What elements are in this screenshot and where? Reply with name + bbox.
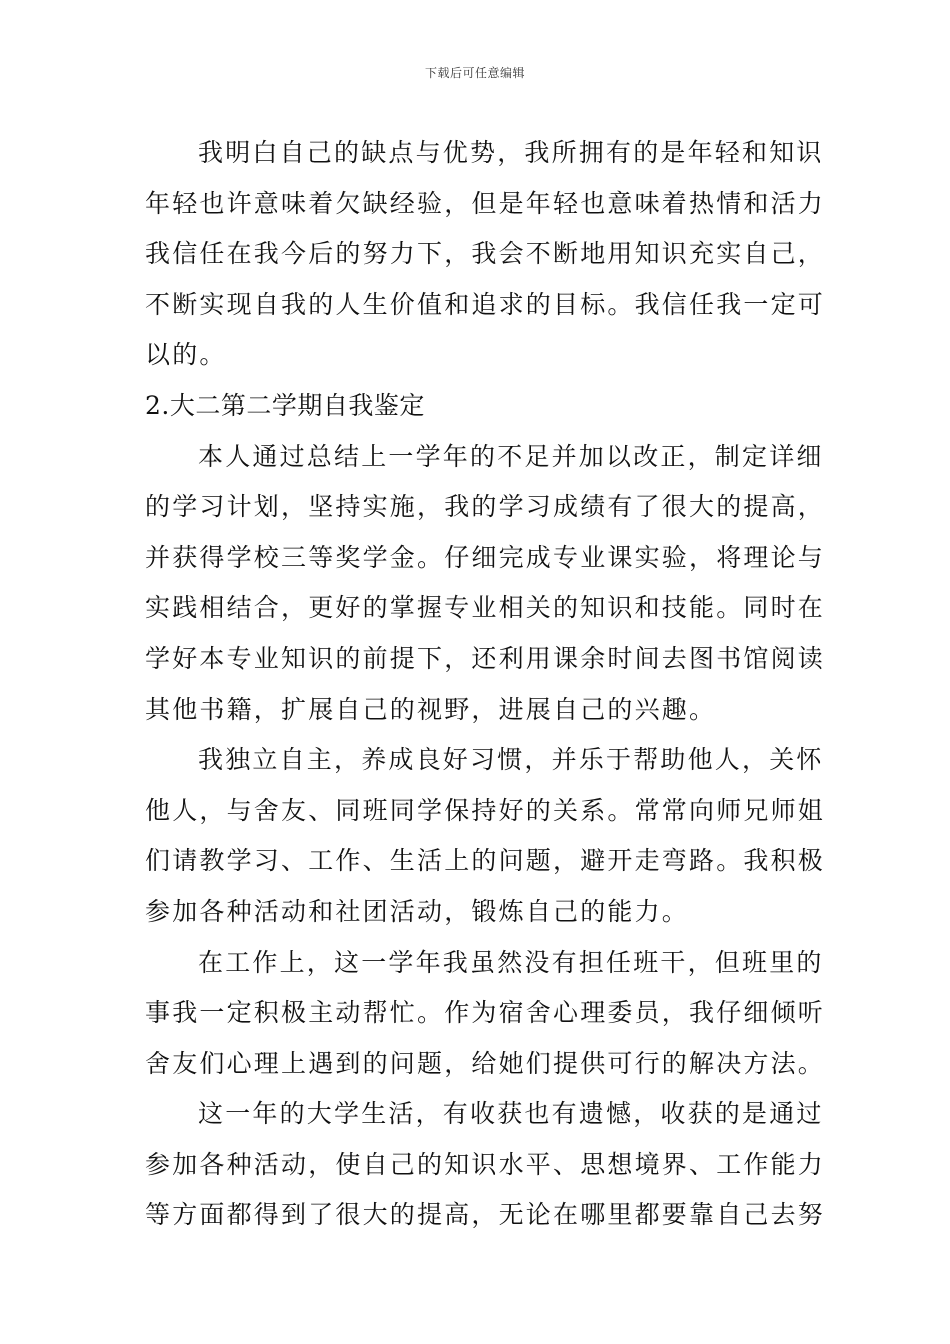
paragraph-line: 我独立自主，养成良好习惯，并乐于帮助他人，关怀 xyxy=(198,745,824,775)
paragraph-line: 们请教学习、工作、生活上的问题，避开走弯路。我积极 xyxy=(145,846,826,876)
paragraph-line: 我信任在我今后的努力下，我会不断地用知识充实自己， xyxy=(145,239,826,269)
paragraph-line: 年轻也许意味着欠缺经验，但是年轻也意味着热情和活力 xyxy=(145,188,826,218)
paragraph-line: 实践相结合，更好的掌握专业相关的知识和技能。同时在 xyxy=(145,593,826,623)
paragraph-line: 他人，与舍友、同班同学保持好的关系。常常向师兄师姐 xyxy=(145,795,826,825)
paragraph-line: 在工作上，这一学年我虽然没有担任班干，但班里的 xyxy=(198,947,824,977)
paragraph-line: 舍友们心理上遇到的问题，给她们提供可行的解决方法。 xyxy=(145,1048,826,1078)
paragraph-line: 参加各种活动和社团活动，锻炼自己的能力。 xyxy=(145,896,690,926)
paragraph-line: 学好本专业知识的前提下，还利用课余时间去图书馆阅读 xyxy=(145,643,826,673)
paragraph-line: 以的。 xyxy=(145,340,227,370)
paragraph-line: 这一年的大学生活，有收获也有遗憾，收获的是通过 xyxy=(198,1099,824,1129)
paragraph-line: 本人通过总结上一学年的不足并加以改正，制定详细 xyxy=(198,441,824,471)
paragraph-line: 并获得学校三等奖学金。仔细完成专业课实验，将理论与 xyxy=(145,542,826,572)
page-header: 下载后可任意编辑 xyxy=(424,66,525,80)
paragraph-line: 事我一定积极主动帮忙。作为宿舍心理委员，我仔细倾听 xyxy=(145,998,826,1028)
paragraph-line: 我明白自己的缺点与优势，我所拥有的是年轻和知识 xyxy=(198,138,824,167)
paragraph-line: 其他书籍，扩展自己的视野，进展自己的兴趣。 xyxy=(145,694,717,724)
document-body xyxy=(145,128,826,1241)
section-heading: 2.大二第二学期自我鉴定 xyxy=(145,390,425,420)
paragraph-line: 不断实现自我的人生价值和追求的目标。我信任我一定可 xyxy=(145,289,826,319)
paragraph-line: 等方面都得到了很大的提高，无论在哪里都要靠自己去努 xyxy=(145,1200,826,1230)
paragraph-line: 参加各种活动，使自己的知识水平、思想境界、工作能力 xyxy=(145,1149,826,1179)
paragraph-line: 的学习计划，坚持实施，我的学习成绩有了很大的提高， xyxy=(145,492,826,522)
